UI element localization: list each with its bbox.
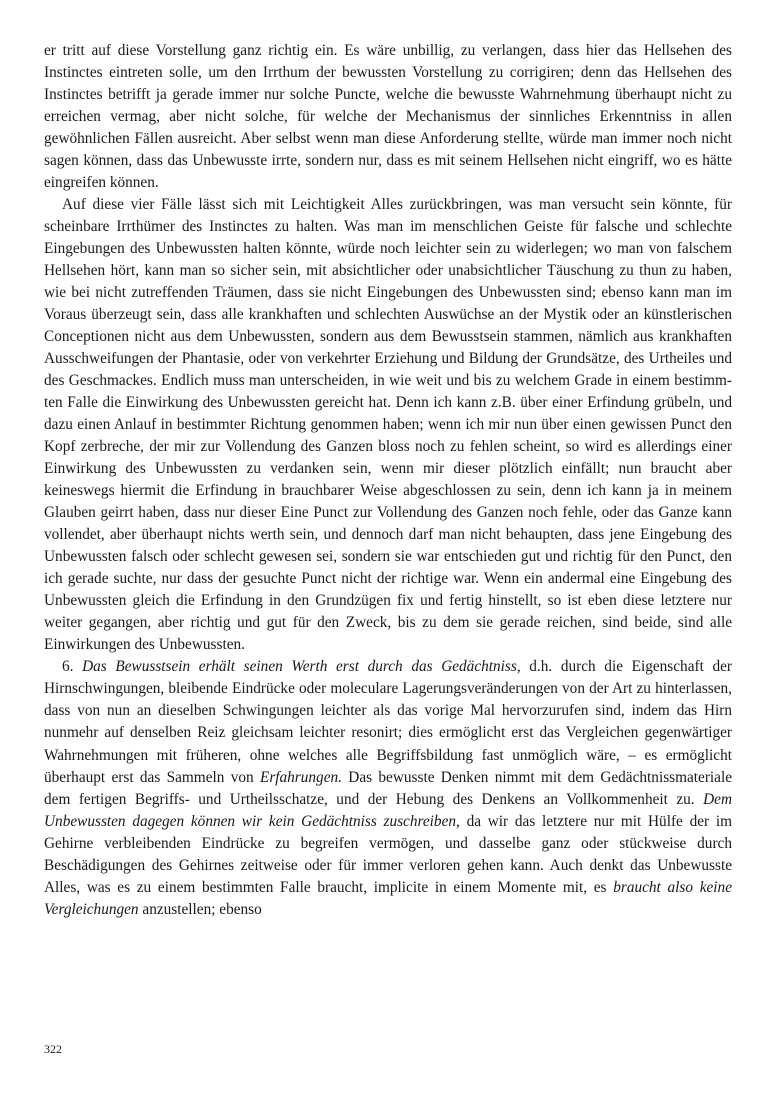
text-run: er tritt auf diese Vorstellung ganz richtig ein. Es wäre unbillig, zu verlangen, dass hier das Hellsehen des Instinctes eintreten solle, um den Irrthum der bewussten Vorstellung zu corrigiren; denn das Hellsehen des Instinctes betrifft ja gerade immer nur solche Puncte, welche die bewusste Wahrnehmung überhaupt nicht zu erreichen vermag, aber nicht solche, für welche der Mechanismus der sinnliches Erkenntniss in allen gewöhnlichen Fällen ausreicht. Aber selbst wenn man diese Anforderung stellte, würde man immer noch nicht sagen können, dass das Unbewusste irrte, sondern nur, dass es mit seinem Hellsehen nicht eingriff, wo es hätte eingreifen können. bbox=[44, 42, 732, 192]
italic-text: Das Bewusstsein erhält seinen Werth erst durch das Gedächtniss bbox=[82, 658, 517, 676]
page-body bbox=[44, 40, 732, 921]
page-number: 322 bbox=[44, 1042, 62, 1056]
text-run: Das bewusste Denken nimmt mit dem Gedächtnissmateriale dem fertigen Begriffs- und Urtheilsschatze, und der Hebung des Denkens an Vollkommenheit zu. bbox=[44, 768, 732, 808]
italic-text: Dem Unbewussten dagegen können wir kein Gedächtniss zuschreiben bbox=[44, 790, 732, 830]
italic-text: Erfahrungen. bbox=[259, 768, 342, 786]
italic-text: braucht also keine Vergleichungen bbox=[44, 878, 732, 918]
text-run: , d.h. durch die Eigenschaft der Hirnschwingungen, bleibende Eindrücke oder moleculare Lagerungsveränderungen von der Art zu hinterlassen, dass von nun an dieselben Schwingungen leichter als das vorige Mal hervorzurufen sind, indem das Hirn nunmehr auf denselben Reiz gleichsam leichter resonirt; dies ermöglicht erst das Vergleichen gegenwärtiger Wahrnehmungen mit früheren, ohne welches alle Begriffsbildung fast unmöglich wäre, – es ermöglicht überhaupt erst das Sammeln von bbox=[44, 658, 732, 786]
paragraph bbox=[44, 40, 732, 194]
text-run: 6. bbox=[62, 658, 83, 676]
text-run: , da wir das letztere nur mit Hülfe der im Gehirne verbleibenden Eindrücke zu begreifen vermögen, und dasselbe ganz oder stückweise durch Beschädigungen des Gehirnes zeitweise oder für immer verloren gehen kann. Auch denkt das Unbewusste Alles, was es zu einem bestimmten Falle braucht, implicite in einem Momente mit, es bbox=[44, 812, 732, 896]
text-run: Auf diese vier Fälle lässt sich mit Leichtigkeit Alles zurückbringen, was man versucht sein könnte, für scheinbare Irrthümer des Instinctes zu halten. Was man im menschlichen Geiste für falsche und schlechte Eingebungen des Unbewussten halten könnte, würde noch leichter sein zu widerlegen; wo man von falschem Hellsehen hört, kann man so sicher sein, mit absichtlicher oder unabsichtlicher Täuschung zu thun zu haben, wie bei nicht zutreffenden Träumen, dass sie nicht Eingebungen des Unbewussten sind; ebenso kann man im Voraus überzeugt sein, dass alle krankhaften und schlechten Auswüchse an der Mystik oder an künstlerischen Conceptionen nicht aus dem Unbewussten, sondern aus dem Bewusstsein stammen, nämlich aus krankhaften Ausschweifungen der Phantasie, oder von verkehrter Erziehung und Bildung der Grundsätze, des Urtheiles und des Geschmackes. Endlich muss man unterscheiden, in wie weit und bis zu welchem Grade in einem bestimmten Falle die Einwirkung des Unbewussten gereicht hat. Denn ich kann z.B. über einer Erfindung grübeln, und dazu einen Anlauf in bestimmter Richtung genommen haben; wenn ich mir nun über einen gewissen Punct den Kopf zerbreche, der mir zur Vollendung des Ganzen bloss noch zu fehlen scheint, so wird es allerdings einer Einwirkung des Unbewussten zu verdanken sein, wenn mir dieser plötzlich einfällt; nun braucht aber keineswegs hiermit die Erfindung in brauchbarer Weise abgeschlossen zu sein, denn ich kann ja in meinem Glauben geirrt haben, dass nur dieser Eine Punct zur Vollendung des Ganzen noch fehle, oder das Ganze kann vollendet, aber überhaupt nichts werth sein, und dennoch darf man nicht behaupten, dass jene Eingebung des Unbewussten falsch oder schlecht gewesen sei, sondern sie war entschieden gut und richtig für den Punct, den ich gerade suchte, nur dass der gesuchte Punct nicht der richtige war. Wenn ein andermal eine Eingebung des Unbewussten gleich die Erfindung in den Grundzügen fix und fertig hinstellt, so ist eben diese letztere nur weiter gegangen, aber richtig und gut für den Zweck, bis zu dem sie gerade reichen, sind beide, sind alle Einwirkungen des Unbewussten. bbox=[44, 196, 732, 654]
text-run: anzustellen; ebenso bbox=[138, 900, 262, 918]
paragraph bbox=[44, 656, 732, 920]
paragraph bbox=[44, 194, 732, 656]
